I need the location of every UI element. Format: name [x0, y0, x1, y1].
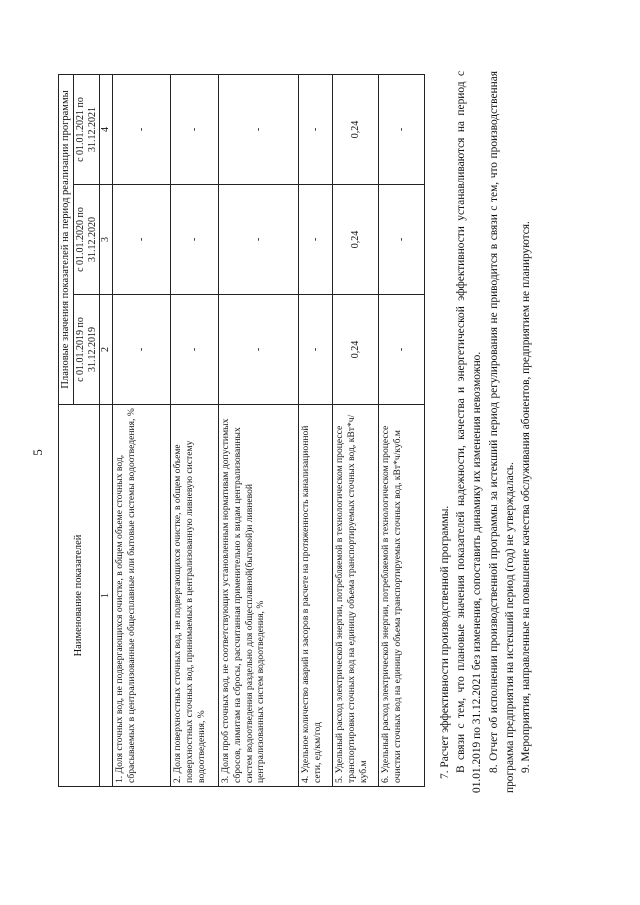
indicator-name: 4. Удельное количество аварий и засоров в расчете на протяженность канализационной сети, ед/км/год: [299, 405, 333, 787]
indicator-value: -: [379, 295, 425, 405]
indicator-value: 0,24: [333, 74, 379, 184]
indicator-value: -: [219, 74, 299, 184]
indicator-value: -: [379, 185, 425, 295]
table-row: [113, 74, 171, 786]
header-period-2019: с 01.01.2019 по 31.12.2019: [74, 295, 100, 405]
indicator-value: 0,24: [333, 185, 379, 295]
column-number: 1: [100, 405, 113, 787]
section-7-paragraph: В связи с тем, что плановые значения показателей надежности, качества и энергетической эффективности устанавливаются на период с 01.01.2019 по 31.12.2021 без изменения, сопоставить динамику их изменения невозможно.: [455, 71, 484, 793]
indicator-value: -: [171, 74, 219, 184]
indicator-name: 3. Доля проб сточных вод, не соответствующих установленным нормативам допустимых сбросов, лимитам на сбросы, рассчитанная применительно к видам централизованных систем водоотведения раздельно для общесплавной(бытовой)и ливневой централизованных систем водоотведения, %: [219, 405, 299, 787]
indicator-value: -: [113, 295, 171, 405]
column-number: 4: [100, 74, 113, 184]
indicator-name: 5. Удельный расход электрической энергии, потребляемой в технологическом процессе транспортировки сточных вод на единицу объема транспортируемых сточных вод, кВт*ч/куб.м: [333, 405, 379, 787]
indicator-value: -: [171, 295, 219, 405]
indicators-table: [58, 74, 425, 787]
header-name-cell: Наименование показателей: [59, 405, 100, 787]
header-period-2020: с 01.01.2020 по 31.12.2020: [74, 185, 100, 295]
indicator-value: -: [219, 185, 299, 295]
section-9-paragraph: 9. Мероприятия, направленные на повышение качества обслуживания абонентов, предприятием не планируются.: [519, 221, 532, 773]
indicator-name: 6. Удельный расход электрической энергии, потребляемой в технологическом процессе очистки сточных вод на единицу объема транспортируемых сточных вод, кВт*ч/куб.м: [379, 405, 425, 787]
table-header-row: [59, 74, 74, 786]
table-row: [333, 74, 379, 786]
notes-section: [437, 71, 534, 793]
indicator-value: -: [219, 295, 299, 405]
indicator-value: -: [299, 74, 333, 184]
section-8-paragraph: 8. Отчет об исполнении производственной программы за истекший период регулирования не приводится в связи с тем, что производственная программа предприятия на истекший период (год) не утверждалась.: [487, 71, 516, 793]
indicator-value: -: [379, 74, 425, 184]
page-number: 5: [30, 449, 45, 456]
indicator-name: 1. Доля сточных вод, не подвергающихся очистке, в общем объеме сточных вод, сбрасываемых в централизованные общесплавные или бытовые системы водоотведения, %: [113, 405, 171, 787]
table-row: [299, 74, 333, 786]
indicator-value: -: [113, 185, 171, 295]
indicator-name: 2. Доля поверхностных сточных вод, не подвергающихся очистке, в общем объеме поверхностных сточных вод, принимаемых в централизованную ливневую систему водоотведения, %: [171, 405, 219, 787]
indicator-value: -: [171, 185, 219, 295]
header-plan-cell: Плановые значения показателей на период реализации программы: [59, 74, 74, 404]
table-column-number-row: [100, 74, 113, 786]
indicator-value: -: [299, 295, 333, 405]
indicator-value: -: [299, 185, 333, 295]
table-row: [171, 74, 219, 786]
indicator-value: -: [113, 74, 171, 184]
column-number: 2: [100, 295, 113, 405]
section-7-heading: 7. Расчет эффективности производственной программы.: [439, 505, 451, 779]
table-row: [379, 74, 425, 786]
column-number: 3: [100, 185, 113, 295]
table-row: [219, 74, 299, 786]
indicator-value: 0,24: [333, 295, 379, 405]
header-period-2021: с 01.01.2021 по 31.12.2021: [74, 74, 100, 184]
